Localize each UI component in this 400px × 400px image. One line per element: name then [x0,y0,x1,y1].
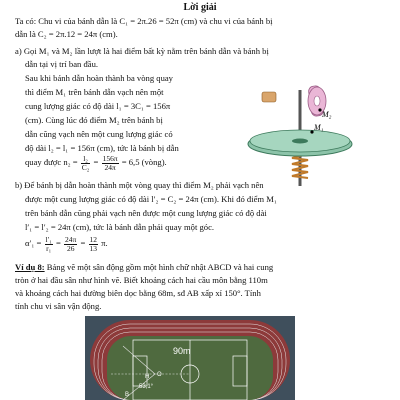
text-line: dẫn là C₂ = 2π.12 = 24π (cm). [15,29,118,39]
text-line: (cm). Cùng lúc đó điểm M₂ trên bánh bị [25,115,163,125]
fraction-denominator: C₂ [81,162,90,172]
gear-figure [240,68,375,193]
text-line: dẫn cũng vạch nên một cung lượng giác có [25,129,173,139]
text-line: trên bánh dẫn cũng phải vạch nên được một cung lượng giác có độ dài [25,208,267,218]
label-m1: M₁ [314,123,324,132]
example-label: Ví dụ 8: [15,262,45,272]
label-angle: 53,1° [139,384,154,390]
text-line: thì điểm M₁ trên bánh dẫn vạch nên một [25,87,164,97]
fraction-numerator: 12 [89,234,98,244]
text-line: được một cung lượng giác có độ dài l′₂ = C₂ = 24π (cm). Khi đó điểm M₁ [25,194,277,204]
stadium-figure [85,316,295,400]
label-b: B [125,392,130,398]
formula-text: = [80,238,86,248]
text-line: l′₁ = l′₂ = 24π (cm), tức là bánh dẫn phải quay một góc. [25,222,215,232]
text-line: cung lượng giác có độ dài l₁ = 3C₁ = 156π [25,101,171,111]
text-line [15,262,273,272]
fraction-numerator: 156π [102,153,118,163]
formula-text: π. [101,238,108,248]
heading: Lời giải [183,2,217,13]
formula-text: quay được n₂ = [25,157,78,167]
fraction-denominator: 13 [89,243,98,253]
label-90m: 90m [173,346,191,356]
fraction-denominator: 24π [104,162,116,172]
label-h: H [145,374,150,380]
formula-text: = [93,157,99,167]
example-text: Bảng vẽ một sân động gồm một hình chữ nhật ABCD và hai cung [44,262,274,272]
fraction [45,236,53,253]
fraction [64,236,77,253]
fraction-denominator: 26 [66,243,75,253]
formula-text: α′₁ = [25,238,42,248]
text-line: độ dài l₂ = l₁ = 156π (cm), tức là bánh bị dẫn [25,143,179,153]
fraction [102,155,119,172]
text-line: b) Để bánh bị dẫn hoàn thành một vòng quay thì điểm M₂ phải vạch nên [15,180,264,190]
formula-line [25,234,108,253]
label-m2: M₂ [322,110,332,119]
label-o: O [157,372,162,378]
formula-text: = [56,238,61,248]
text-line: tròn ở hai đầu sân như hình vẽ. Biết khoảng cách hai cầu môn bằng 110m [15,275,268,285]
formula-text: = 6,5 (vòng). [121,157,167,167]
fraction-numerator: l₂ [81,155,91,164]
fraction-numerator: 24π [65,234,77,244]
fraction-denominator: r₁ [46,243,52,253]
text-line: và khoảng cách hai đường biên dọc bằng 68m, sđ AB xấp xỉ 150°. Tính [15,288,261,298]
text-line: Ta có: Chu vi của bánh dẫn là C₁ = 2π.26 = 52π (cm) và chu vi của bánh bị [15,16,273,26]
formula-line [25,153,167,172]
text-line: Sau khi bánh dẫn hoàn thành ba vòng quay [25,73,173,83]
text-line: a) Gọi M₁ và M₂ lần lượt là hai điểm bất kỳ nằm trên bánh dẫn và bánh bị [15,46,269,56]
text-line: dẫn tại vị trí ban đầu. [25,59,99,69]
fraction [81,155,91,172]
connector [262,92,276,102]
fraction-numerator: l′₁ [45,234,52,244]
text-line: tính chu vi sân vận động. [15,301,102,311]
fraction [89,236,99,253]
